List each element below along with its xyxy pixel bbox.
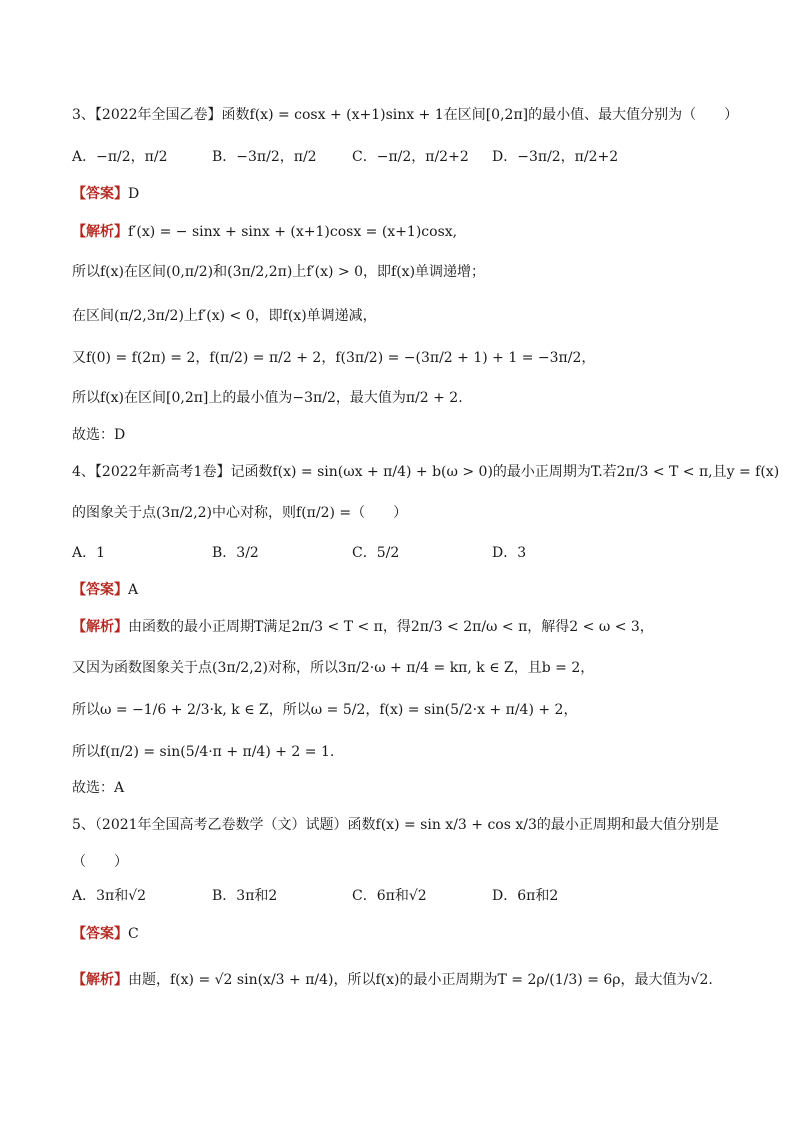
q3-answer <box>72 184 139 204</box>
q3-analysis-line-4: 又f(0) = f(2π) = 2，f(π/2) = π/2 + 2，f(3π/2) = −(3π/2 + 1) + 1 = −3π/2， <box>72 350 596 366</box>
answer-value: A <box>128 582 139 598</box>
q5-options <box>72 886 722 910</box>
q3-conclusion: 故选：D <box>72 427 126 443</box>
q5-stem-line-1: 5、（2021年全国高考乙卷数学（文）试题）函数f(x) = sin x/3 + cos x/3的最小正周期和最大值分别是 <box>72 817 719 833</box>
q4-option-d: D．3 <box>492 545 527 561</box>
answer-tag: 【答案】 <box>72 926 128 942</box>
q4-stem-line-1: 4、【2022年新高考1卷】记函数f(x) = sin(ωx + π/4) + b(ω > 0)的最小正周期为T.若2π/3 < T < π,且y = f(x) <box>72 464 780 480</box>
q3-option-d: D．−3π/2，π/2+2 <box>492 149 619 165</box>
answer-tag: 【答案】 <box>72 186 128 202</box>
q4-option-b: B．3/2 <box>212 545 259 561</box>
q5-option-d: D．6π和2 <box>492 888 559 904</box>
answer-tag: 【答案】 <box>72 582 128 598</box>
answer-value: D <box>128 186 140 202</box>
q4-answer <box>72 580 138 600</box>
q3-option-c: C．−π/2，π/2+2 <box>352 149 469 165</box>
q4-analysis-line-3: 所以ω = −1/6 + 2/3·k, k ∈ Z，所以ω = 5/2，f(x) = sin(5/2·x + π/4) + 2， <box>72 702 578 718</box>
q4-analysis-line-1: 【解析】由函数的最小正周期T满足2π/3 < T < π，得2π/3 < 2π/ω < π，解得2 < ω < 3， <box>72 619 654 635</box>
q3-option-b: B．−3π/2，π/2 <box>212 149 317 165</box>
q3-analysis-line-3: 在区间(π/2,3π/2)上f′(x) < 0，即f(x)单调递减， <box>72 308 377 324</box>
q3-stem: 3、【2022年全国乙卷】函数f(x) = cosx + (x+1)sinx + 1在区间[0,2π]的最小值、最大值分别为（ ） <box>72 107 739 123</box>
q3-analysis-line-2: 所以f(x)在区间(0,π/2)和(3π/2,2π)上f′(x) > 0，即f(x)单调递增； <box>72 264 486 280</box>
q4-option-c: C．5/2 <box>352 545 400 561</box>
answer-value: C <box>128 926 139 942</box>
q4-stem-line-2: 的图象关于点(3π/2,2)中心对称，则f(π/2) =（ ） <box>72 505 408 521</box>
q5-option-a: A．3π和√2 <box>72 888 147 904</box>
q5-analysis: 【解析】由题，f(x) = √2 sin(x/3 + π/4)，所以f(x)的最小正周期为T = 2ρ/(1/3) = 6ρ，最大值为√2. <box>72 972 713 988</box>
q4-options <box>72 543 722 567</box>
q5-stem-line-2: （ ） <box>72 854 128 870</box>
q4-option-a: A．1 <box>72 545 106 561</box>
q3-analysis-line-5: 所以f(x)在区间[0,2π]上的最小值为−3π/2，最大值为π/2 + 2. <box>72 390 463 406</box>
analysis-tag: 【解析】 <box>72 619 128 635</box>
q4-conclusion: 故选：A <box>72 780 125 796</box>
q4-analysis-line-4: 所以f(π/2) = sin(5/4·π + π/4) + 2 = 1. <box>72 744 335 760</box>
q5-option-b: B．3π和2 <box>212 888 278 904</box>
q3-analysis-line-1: 【解析】f′(x) = − sinx + sinx + (x+1)cosx = (x+1)cosx, <box>72 224 458 240</box>
q5-answer <box>72 924 139 944</box>
q3-options <box>72 147 722 171</box>
q4-analysis-line-2: 又因为函数图象关于点(3π/2,2)对称，所以3π/2·ω + π/4 = kπ, k ∈ Z，且b = 2， <box>72 660 595 676</box>
q3-option-a: A．−π/2，π/2 <box>72 149 168 165</box>
q5-option-c: C．6π和√2 <box>352 888 427 904</box>
analysis-tag: 【解析】 <box>72 224 128 240</box>
analysis-tag: 【解析】 <box>72 972 128 988</box>
